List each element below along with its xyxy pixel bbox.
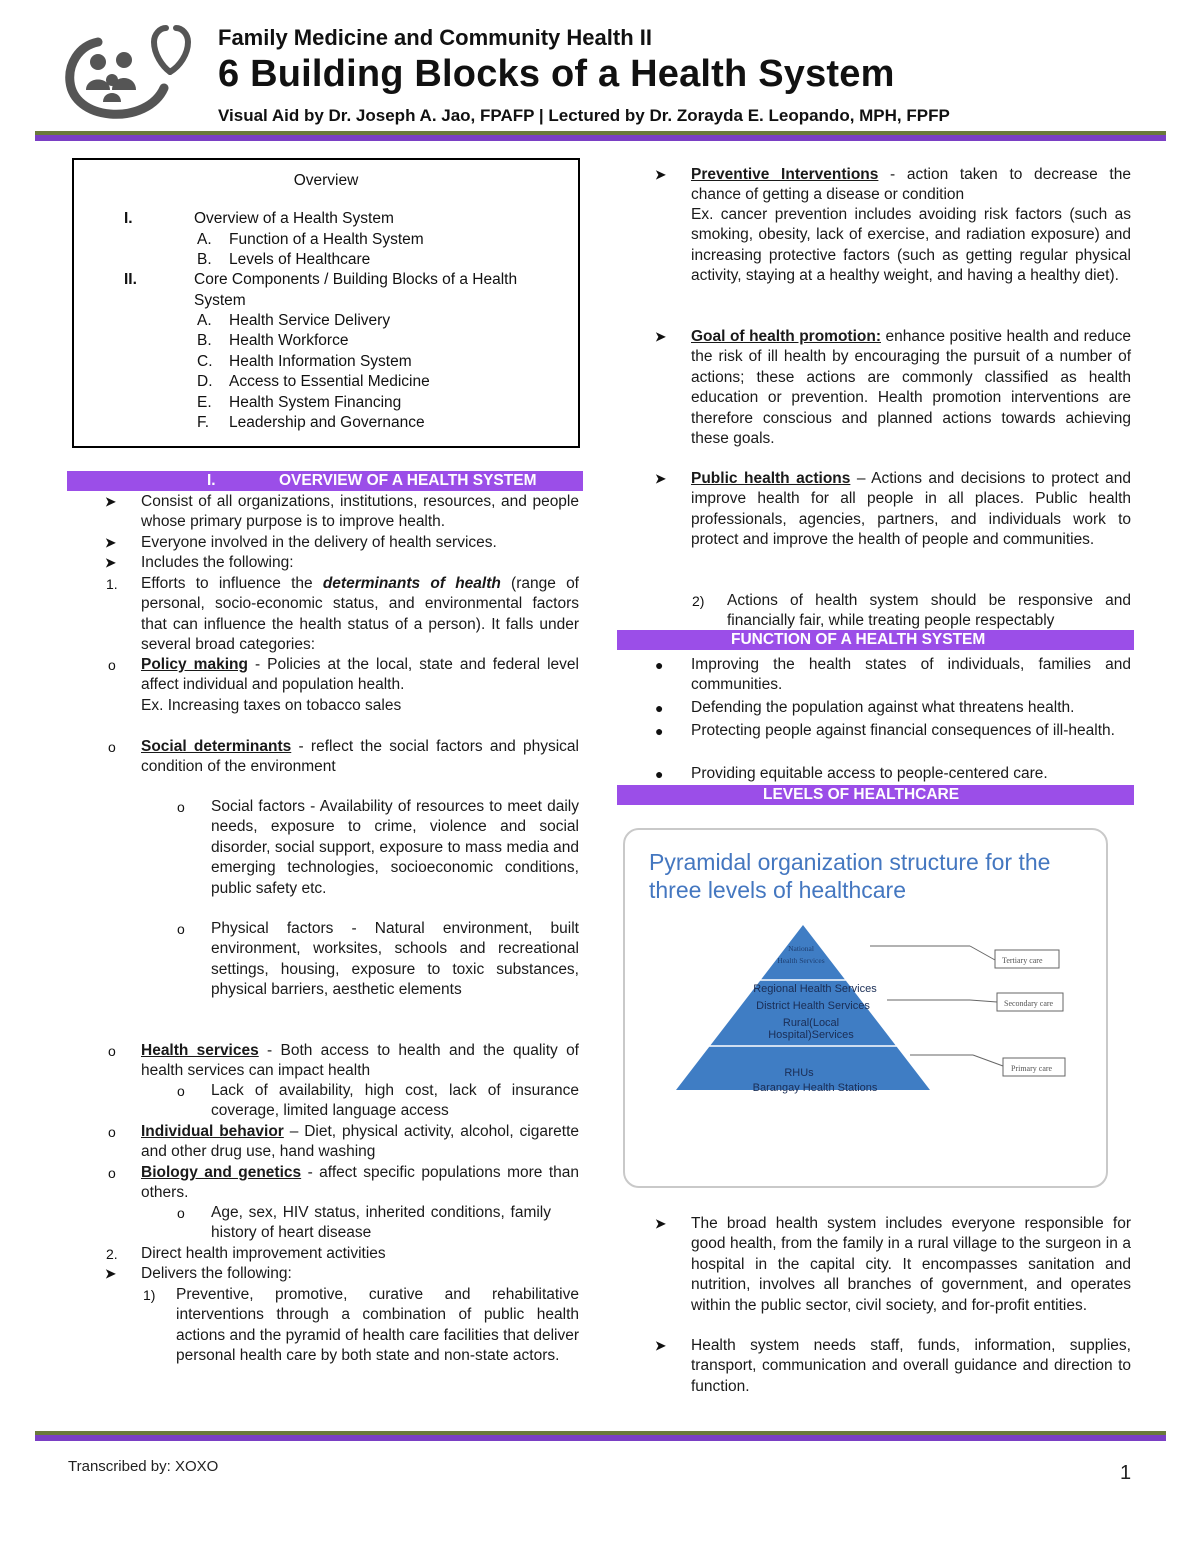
item-preventive-interventions: Preventive Interventions - action taken to decrease the chance of getting a disease or condition xyxy=(691,166,1131,204)
overview-item: Health Information System xyxy=(229,353,412,370)
family-stethoscope-logo xyxy=(58,20,208,120)
public-health-term: Public health actions xyxy=(691,470,851,487)
determinants-term: determinants of health xyxy=(322,575,501,592)
health-services-sub: Lack of availability, high cost, lack of insurance coverage, limited language access xyxy=(211,1082,579,1120)
overview-marker: II. xyxy=(124,271,137,288)
item-public-health-actions: Public health actions – Actions and decisions to protect and improve health for all people in all places. Public health professionals, agencies, partners, and individuals work to protect and improve the health of people and communities. xyxy=(691,470,1131,549)
arrow-bullet-icon: ➤ xyxy=(655,471,666,486)
pyramid-bottom-label: RHUs xyxy=(784,1067,814,1079)
list-marker: 2) xyxy=(692,593,705,609)
item-health-services: Health services - Both access to health and the quality of health services can impact health xyxy=(141,1042,579,1080)
item-actions-responsive: Actions of health system should be responsive and financially fair, while treating people respectably xyxy=(727,592,1131,630)
bullet-broad-system: The broad health system includes everyone responsible for good health, from the family in a rural village to the surgeon in a hospital in the capital city. It encompasses sanitation and nutrition, involves all branches of government, and operates within the public sector, civil society, and for-profit entities. xyxy=(691,1215,1131,1314)
dot-bullet-icon: ● xyxy=(655,723,664,739)
circle-bullet: o xyxy=(177,921,185,937)
social-term: Social determinants xyxy=(141,738,292,755)
pyramid-figure xyxy=(623,828,1108,1188)
overview-marker: D. xyxy=(197,373,213,390)
dot-bullet-icon: ● xyxy=(655,700,664,716)
overview-marker: B. xyxy=(197,251,212,268)
overview-marker: I. xyxy=(124,210,133,227)
circle-bullet: o xyxy=(108,1124,116,1140)
section-header-function xyxy=(617,630,1134,650)
list-marker: 1) xyxy=(143,1287,156,1303)
function-title: FUNCTION OF A HEALTH SYSTEM xyxy=(731,631,986,648)
item-individual-behavior: Individual behavior – Diet, physical activity, alcohol, cigarette and other drug use, hand washing xyxy=(141,1123,579,1161)
figure-title: Pyramidal organization structure for the three levels of healthcare xyxy=(649,849,1051,903)
course-title: Family Medicine and Community Health II xyxy=(218,25,652,50)
dot-bullet-icon: ● xyxy=(655,657,664,673)
item-policy: Policy making - Policies at the local, state and federal level affect individual and population health. xyxy=(141,656,579,694)
pyramid-mid-label: Regional Health Services xyxy=(753,983,877,995)
arrow-bullet-icon: ➤ xyxy=(655,167,666,182)
primary-label: Primary care xyxy=(1011,1064,1053,1073)
bullet-delivers: Delivers the following: xyxy=(141,1265,292,1282)
overview-item: Health System Financing xyxy=(229,394,402,411)
overview-marker: C. xyxy=(197,353,213,370)
item-preventive-promotive: Preventive, promotive, curative and rehabilitative interventions through a combination of public health actions and the pyramid of health care facilities that deliver personal health care by both state and non-state actors. xyxy=(176,1286,579,1365)
function-item: Defending the population against what threatens health. xyxy=(691,699,1075,716)
pyramid-mid-label: District Health Services xyxy=(756,1000,870,1012)
item-health-promotion: Goal of health promotion: enhance positive health and reduce the risk of ill health by encouraging the pursuit of a number of actions; these actions are commonly classified as health education or prevention. Health promotion interventions are therefore conscious and planned actions towards achieving these goals. xyxy=(691,328,1131,448)
connector-line xyxy=(973,1055,1003,1066)
circle-bullet: o xyxy=(177,799,185,815)
item-determinants: Efforts to influence the determinants of health (range of personal, socio-economic status, and environmental factors that can influence the health status of a person). It falls under several broad categories: xyxy=(141,575,579,654)
pyramid-bottom-label: Barangay Health Stations xyxy=(752,1082,878,1094)
biology-term: Biology and genetics xyxy=(141,1164,302,1181)
credit-line: Visual Aid by Dr. Joseph A. Jao, FPAFP | Lectured by Dr. Zorayda E. Leopando, MPH, FPFP xyxy=(218,106,950,125)
preventive-example: Ex. cancer prevention includes avoiding risk factors (such as smoking, obesity, lack of exercise, and radiation exposure) and increasing protective factors (such as getting regular physical activity, staying at a healthy weight, and having a healthy diet). xyxy=(691,206,1131,285)
arrow-bullet-icon: ➤ xyxy=(105,555,116,570)
function-item: Protecting people against financial consequences of ill-health. xyxy=(691,722,1115,739)
levels-title: LEVELS OF HEALTHCARE xyxy=(763,786,960,803)
arrow-bullet-icon: ➤ xyxy=(655,1216,666,1231)
footer-divider xyxy=(35,1431,1166,1441)
biology-sub: Age, sex, HIV status, inherited conditions, family history of heart disease xyxy=(211,1204,551,1242)
section-header-levels xyxy=(617,785,1134,805)
page-number: 1 xyxy=(1120,1462,1132,1484)
secondary-label: Secondary care xyxy=(1004,999,1054,1008)
pyramid-top-label: Health Services xyxy=(777,956,825,965)
list-marker: 2. xyxy=(106,1246,118,1262)
physical-factors: Physical factors - Natural environment, built environment, worksites, schools and recreational settings, housing, exposure to toxic substances, physical barriers, aesthetic elements xyxy=(211,920,579,999)
individual-behavior-term: Individual behavior xyxy=(141,1123,284,1140)
bullet-includes: Includes the following: xyxy=(141,554,294,571)
connector-line xyxy=(970,946,995,960)
overview-marker: A. xyxy=(197,231,212,248)
health-promotion-term: Goal of health promotion: xyxy=(691,328,881,345)
item-biology: Biology and genetics - affect specific populations more than others. xyxy=(141,1164,579,1202)
overview-item: Core Components / Building Blocks of a Health xyxy=(194,271,518,288)
overview-item: Function of a Health System xyxy=(229,231,424,248)
overview-item: Access to Essential Medicine xyxy=(229,373,430,390)
section-header-overview xyxy=(67,471,583,491)
overview-item: Leadership and Governance xyxy=(229,414,425,431)
overview-item: Health Workforce xyxy=(229,332,349,349)
bullet-system-needs: Health system needs staff, funds, information, supplies, transport, communication and overall guidance and direction to function. xyxy=(691,1337,1131,1395)
overview-box xyxy=(72,158,580,448)
bullet-everyone: Everyone involved in the delivery of health services. xyxy=(141,534,497,551)
transcribed-by: Transcribed by: XOXO xyxy=(68,1458,219,1475)
bullet-consist: Consist of all organizations, institutions, resources, and people whose primary purpose is to improve health. xyxy=(141,493,579,531)
circle-bullet: o xyxy=(108,1165,116,1181)
overview-title: Overview xyxy=(293,172,359,189)
overview-marker: F. xyxy=(197,414,210,431)
pyramid-mid-label: Hospital)Services xyxy=(768,1029,854,1041)
circle-bullet: o xyxy=(108,657,116,673)
dot-bullet-icon: ● xyxy=(655,766,664,782)
arrow-bullet-icon: ➤ xyxy=(105,1266,116,1281)
tertiary-label: Tertiary care xyxy=(1002,956,1043,965)
policy-term: Policy making xyxy=(141,656,248,673)
overview-item: System xyxy=(194,292,246,309)
preventive-interventions-term: Preventive Interventions xyxy=(691,166,879,183)
policy-example: Ex. Increasing taxes on tobacco sales xyxy=(141,697,402,714)
social-factors: Social factors - Availability of resources to meet daily needs, exposure to crime, violence and social disorder, social support, exposure to mass media and emerging technologies, socioeconomic conditions, public safety etc. xyxy=(211,798,579,897)
pyramid-top-label: National xyxy=(788,944,814,953)
section-title: OVERVIEW OF A HEALTH SYSTEM xyxy=(279,472,537,489)
arrow-bullet-icon: ➤ xyxy=(105,535,116,550)
overview-item: Overview of a Health System xyxy=(194,210,394,227)
circle-bullet: o xyxy=(177,1205,185,1221)
item-direct-activities: Direct health improvement activities xyxy=(141,1245,386,1262)
pyramid-diagram xyxy=(625,830,1110,1190)
header-divider xyxy=(35,131,1166,141)
circle-bullet: o xyxy=(108,739,116,755)
overview-marker: E. xyxy=(197,394,212,411)
arrow-bullet-icon: ➤ xyxy=(105,494,116,509)
connector-line xyxy=(970,1000,997,1002)
health-services-term: Health services xyxy=(141,1042,259,1059)
list-marker: 1. xyxy=(106,576,118,592)
overview-marker: B. xyxy=(197,332,212,349)
overview-item: Health Service Delivery xyxy=(229,312,391,329)
circle-bullet: o xyxy=(177,1083,185,1099)
item-social: Social determinants - reflect the social factors and physical condition of the environment xyxy=(141,738,579,776)
document-title: 6 Building Blocks of a Health System xyxy=(218,53,895,95)
function-item: Improving the health states of individuals, families and communities. xyxy=(691,656,1131,694)
arrow-bullet-icon: ➤ xyxy=(655,1338,666,1353)
pyramid-mid-label: Rural(Local xyxy=(782,1017,840,1029)
overview-marker: A. xyxy=(197,312,212,329)
arrow-bullet-icon: ➤ xyxy=(655,329,666,344)
function-item: Providing equitable access to people-centered care. xyxy=(691,765,1048,782)
circle-bullet: o xyxy=(108,1043,116,1059)
section-number: I. xyxy=(207,472,216,489)
overview-item: Levels of Healthcare xyxy=(229,251,371,268)
